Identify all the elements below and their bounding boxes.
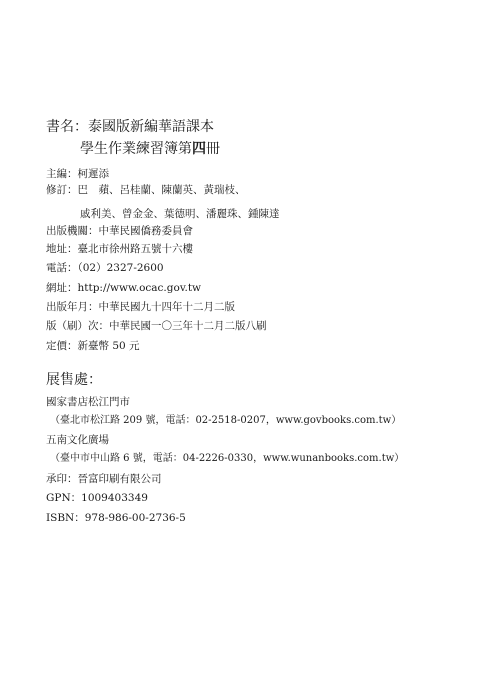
isbn: ISBN：978-986-00-2736-5	[46, 512, 186, 524]
phone: 電話：（02）2327-2600	[46, 262, 164, 274]
store1-name: 國家書店松江門市	[46, 396, 130, 408]
address: 地址：臺北市徐州路五號十六樓	[46, 243, 193, 255]
title-line2-pre: 學生作業練習簿第	[80, 141, 192, 157]
editor: 主編：柯遲添	[46, 168, 109, 180]
title-line2-post: 冊	[206, 141, 220, 157]
edition: 版（刷）次：中華民國一〇三年十二月二版八刷	[46, 320, 267, 332]
title-volume-number: 四	[192, 141, 206, 157]
publisher: 出版機關：中華民國僑務委員會	[46, 225, 193, 237]
website: 網址：http://www.ocac.gov.tw	[46, 282, 202, 294]
revisers-line2: 戚利美、曾金金、葉德明、潘麗珠、鍾陳達	[80, 208, 280, 220]
book-title-line1: 書名：泰國版新編華語課本	[46, 119, 214, 135]
sales-heading: 展售處：	[46, 372, 102, 388]
store2-detail: （臺中市中山路 6 號，電話：04-2226-0330，www.wunanbooks.com.tw）	[50, 453, 405, 464]
gpn: GPN：1009403349	[46, 492, 148, 504]
publication-date: 出版年月：中華民國九十四年十二月二版	[46, 301, 235, 313]
revisers-line1: 修訂：巴 蘋、呂桂蘭、陳蘭英、黃瑞枝、	[46, 184, 246, 196]
store1-detail: （臺北市松江路 209 號，電話：02-2518-0207，www.govbooks.com.tw）	[50, 415, 402, 426]
store2-name: 五南文化廣場	[46, 434, 109, 446]
price: 定價：新臺幣 50 元	[46, 340, 140, 352]
printer: 承印：晉富印刷有限公司	[46, 473, 162, 485]
book-title-line2	[80, 140, 220, 158]
